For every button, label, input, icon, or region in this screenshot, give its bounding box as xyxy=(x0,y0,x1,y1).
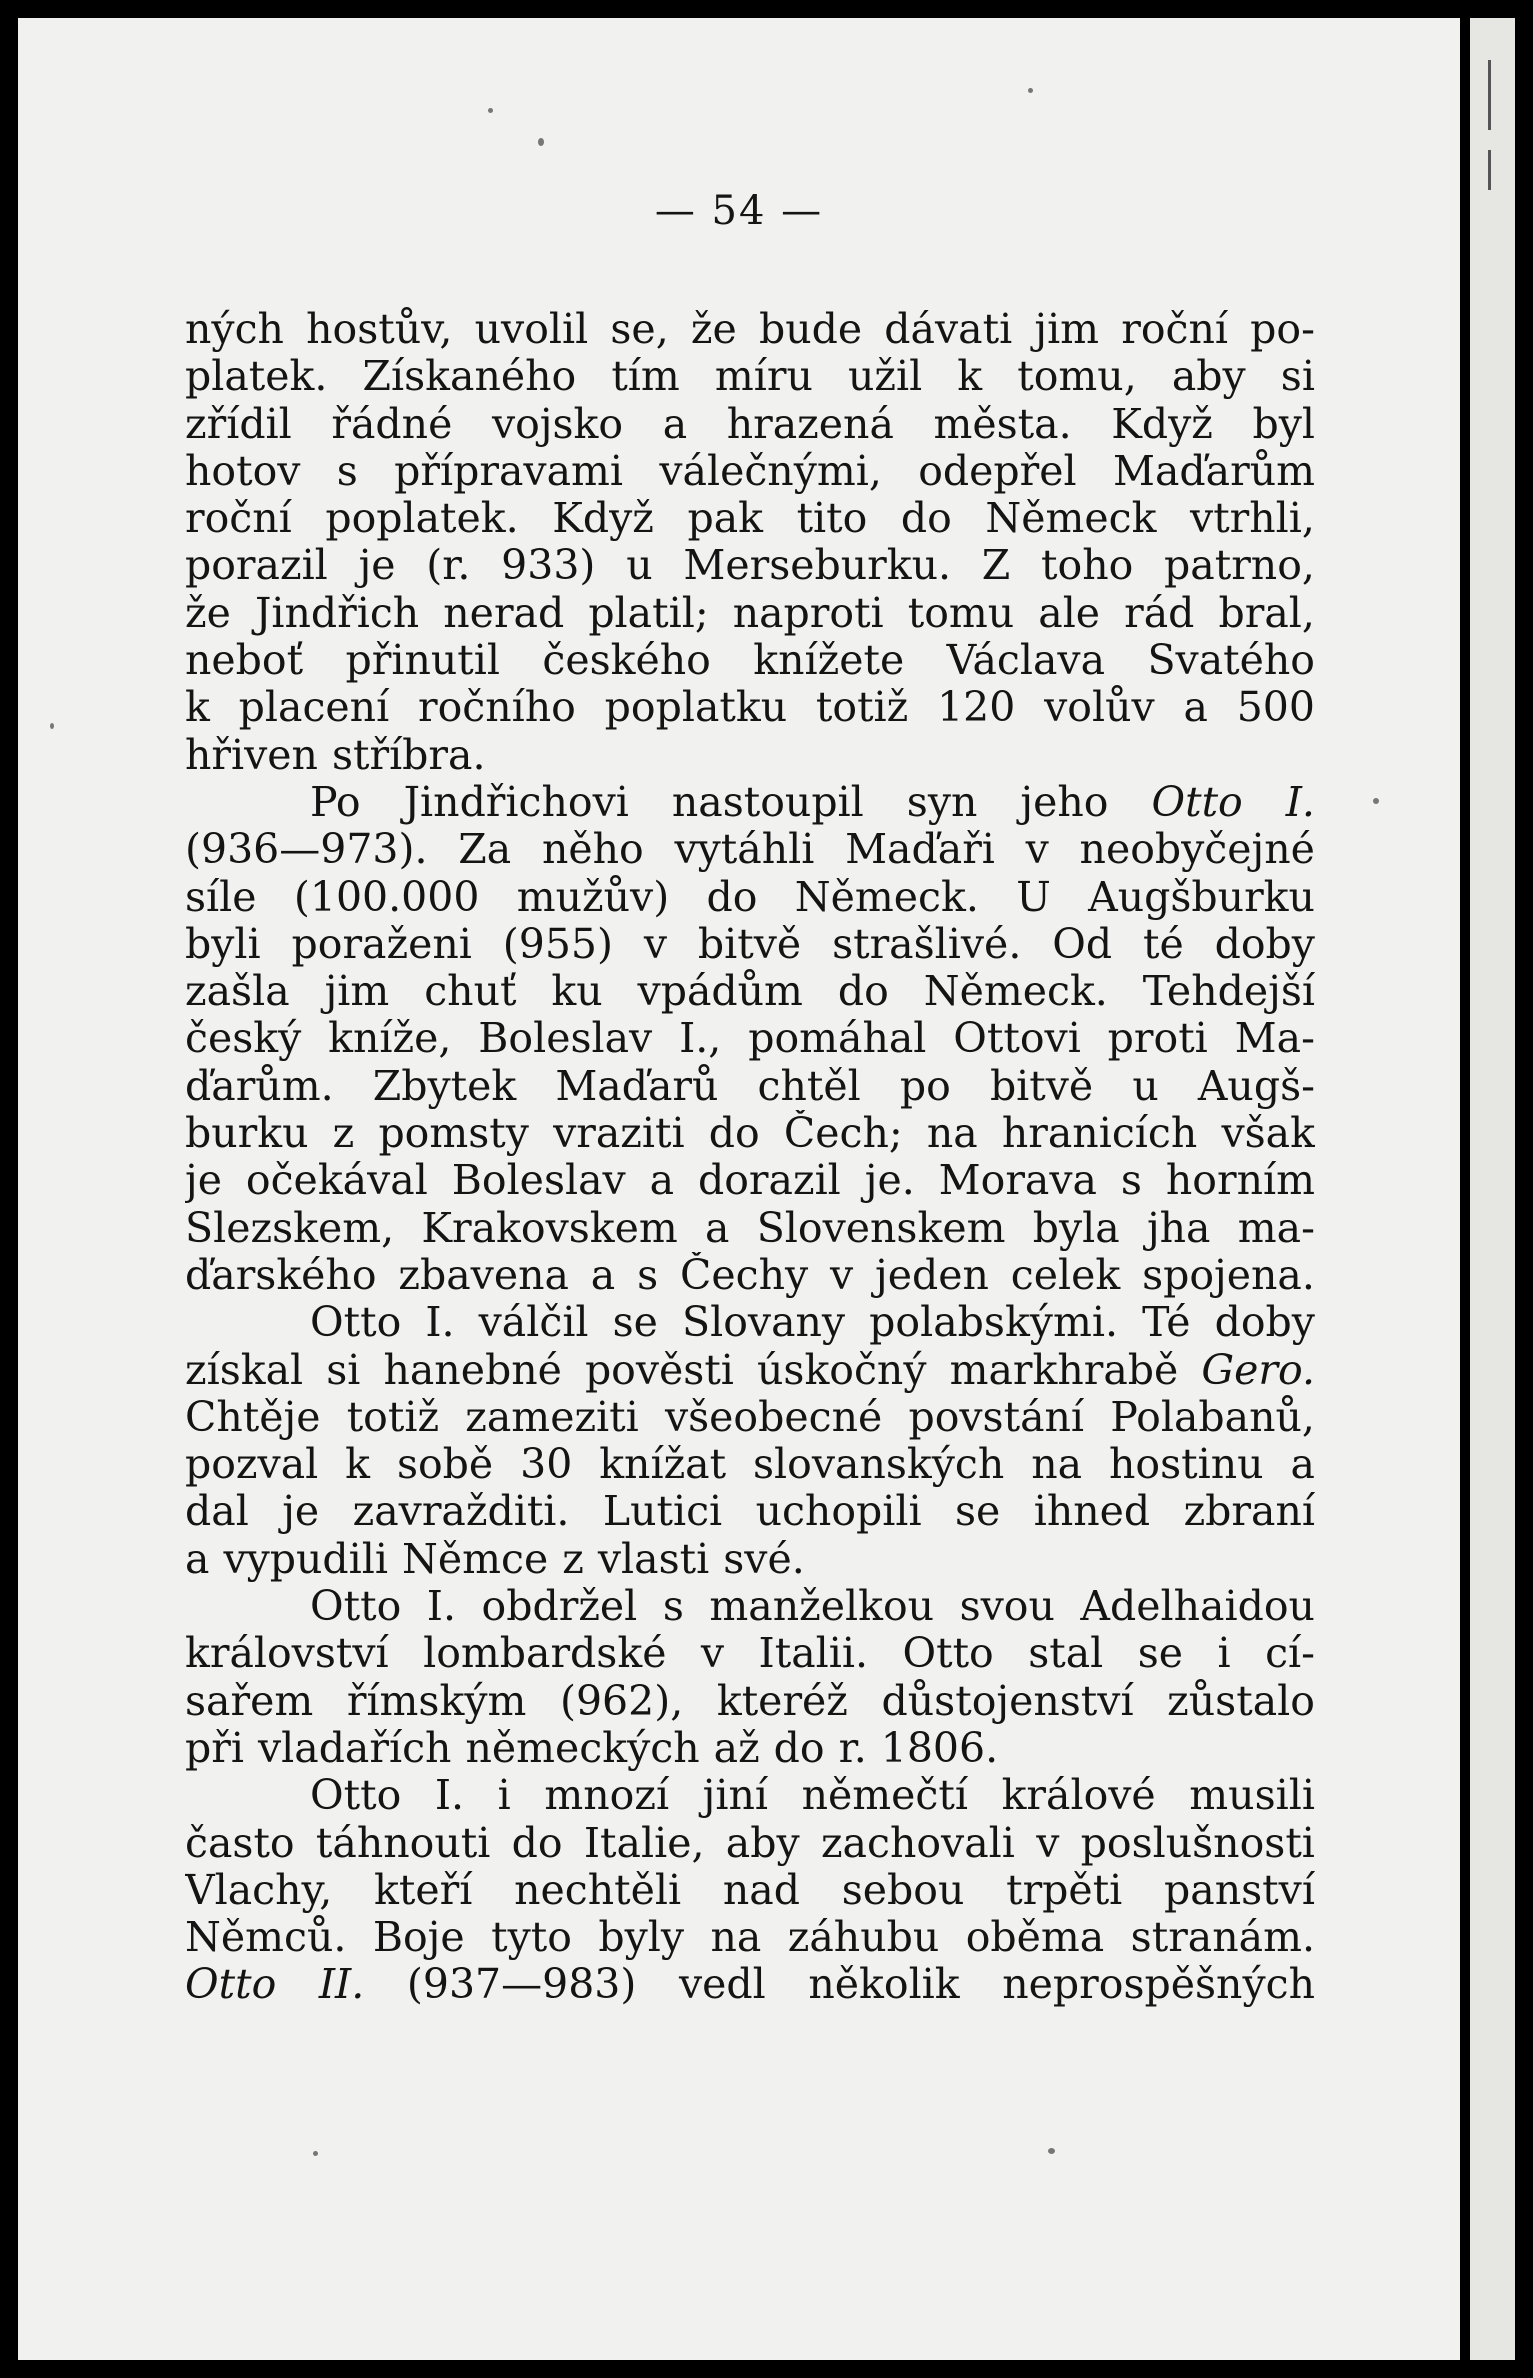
text-line: síle (100.000 mužův) do Německ. U Augšburku xyxy=(185,873,1315,921)
page-number: — 54 — xyxy=(654,188,824,234)
text-line: je očekával Boleslav a dorazil je. Morava s horním xyxy=(185,1157,1315,1205)
text-line: burku z pomsty vraziti do Čech; na hranicích však xyxy=(185,1110,1315,1158)
text-line: zašla jim chuť ku vpádům do Německ. Tehdejší xyxy=(185,968,1315,1016)
text-line: Chtěje totiž zameziti všeobecné povstání Polabanů, xyxy=(185,1393,1315,1441)
paper-speck xyxy=(488,108,493,113)
text-line: Otto I. obdržel s manželkou svou Adelhaidou xyxy=(310,1583,1315,1631)
text-line: byli poraženi (955) v bitvě strašlivé. Od té doby xyxy=(185,920,1315,968)
body-text xyxy=(185,306,1315,2009)
text-line: zřídil řádné vojsko a hrazená města. Když byl xyxy=(185,400,1315,448)
text-line: dal je zavražditi. Lutici uchopili se ihned zbraní xyxy=(185,1488,1315,1536)
text-line: Otto I. i mnozí jiní němečtí králové musili xyxy=(310,1772,1315,1820)
text-line: (936—973). Za něho vytáhli Maďaři v neobyčejné xyxy=(185,826,1315,874)
text-line: a vypudili Němce z vlasti své. xyxy=(185,1535,805,1583)
paper-speck xyxy=(50,723,54,729)
text-line: často táhnouti do Italie, aby zachovali v poslušnosti xyxy=(185,1819,1315,1867)
text-line: při vladařích německých až do r. 1806. xyxy=(185,1724,999,1772)
book-page xyxy=(18,18,1460,2360)
text-line: hřiven stříbra. xyxy=(185,731,486,779)
text-line: platek. Získaného tím míru užil k tomu, aby si xyxy=(185,353,1315,401)
text-line: Němců. Boje tyto byly na záhubu oběma stranám. xyxy=(185,1914,1315,1962)
paper-speck xyxy=(1373,798,1379,804)
text-line: že Jindřich nerad platil; naproti tomu ale rád bral, xyxy=(185,589,1315,637)
adjacent-page-edge xyxy=(1470,18,1515,2360)
text-line: království lombardské v Italii. Otto stal se i cí- xyxy=(185,1630,1315,1678)
text-line: Otto II. (937—983) vedl několik neprospěšných xyxy=(185,1961,1315,2009)
text-line: Slezskem, Krakovskem a Slovenskem byla jha ma- xyxy=(185,1204,1315,1252)
text-line: porazil je (r. 933) u Merseburku. Z toho patrno, xyxy=(185,542,1315,590)
text-line: hotov s přípravami válečnými, odepřel Maďarům xyxy=(185,447,1315,495)
text-line: neboť přinutil českého knížete Václava Svatého xyxy=(185,637,1315,685)
paper-speck xyxy=(538,138,544,146)
text-line: Po Jindřichovi nastoupil syn jeho Otto I. xyxy=(310,778,1315,826)
text-line: ďarům. Zbytek Maďarů chtěl po bitvě u Augš- xyxy=(185,1062,1315,1110)
text-line: pozval k sobě 30 knížat slovanských na hostinu a xyxy=(185,1441,1315,1489)
text-line: k placení ročního poplatku totiž 120 volův a 500 xyxy=(185,684,1315,732)
text-line: ďarského zbavena a s Čechy v jeden celek spojena. xyxy=(185,1251,1315,1299)
text-line: získal si hanebné pověsti úskočný markhrabě Gero. xyxy=(185,1346,1315,1394)
text-line: roční poplatek. Když pak tito do Německ vtrhli, xyxy=(185,495,1315,543)
text-line: ných hostův, uvolil se, že bude dávati jim roční po- xyxy=(185,306,1315,353)
text-line: sařem římským (962), kteréž důstojenství zůstalo xyxy=(185,1677,1315,1725)
adjacent-page-mark xyxy=(1488,150,1491,190)
text-line: Otto I. válčil se Slovany polabskými. Té doby xyxy=(310,1299,1315,1347)
adjacent-page-mark xyxy=(1488,60,1491,130)
paper-speck xyxy=(1028,88,1033,93)
text-line: Vlachy, kteří nechtěli nad sebou trpěti panství xyxy=(185,1866,1315,1914)
paper-speck xyxy=(313,2151,318,2156)
paper-speck xyxy=(1048,2148,1055,2154)
text-line: český kníže, Boleslav I., pomáhal Ottovi proti Ma- xyxy=(185,1015,1315,1063)
